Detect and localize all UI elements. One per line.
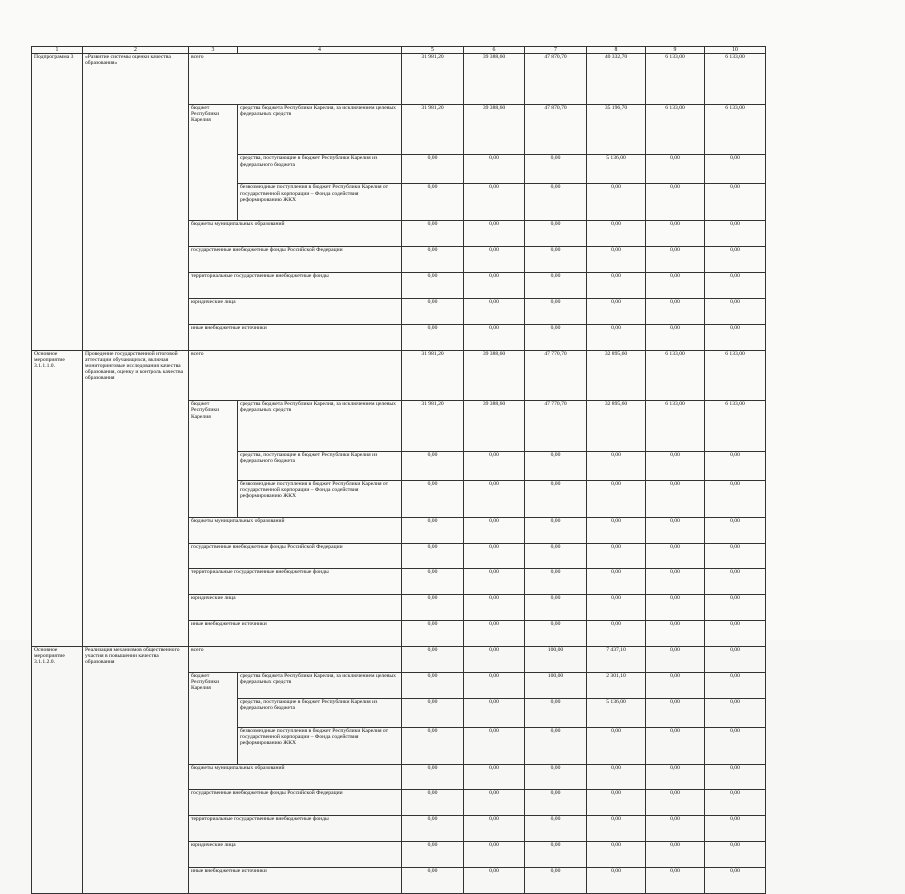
value-cell: 0,00	[587, 543, 646, 569]
value-cell: 0,00	[464, 480, 525, 517]
value-cell: 0,00	[646, 247, 705, 273]
value-cell: 0,00	[525, 595, 587, 621]
value-cell: 0,00	[525, 155, 587, 184]
value-cell: 0,00	[402, 764, 464, 790]
value-cell: 0,00	[464, 184, 525, 221]
source-group-label: бюджет Республики Карелия	[189, 672, 238, 764]
source-label: бюджеты муниципальных образований	[189, 517, 402, 543]
column-header: 4	[238, 47, 402, 54]
value-cell: 0,00	[587, 867, 646, 893]
value-cell: 31 981,20	[402, 350, 464, 401]
value-cell: 0,00	[587, 595, 646, 621]
value-cell: 32 895,60	[587, 350, 646, 401]
column-header: 6	[464, 47, 525, 54]
source-label: государственные внебюджетные фонды Российской Федерации	[189, 543, 402, 569]
source-group-label: бюджет Республики Карелия	[189, 104, 238, 221]
value-cell: 0,00	[705, 816, 766, 842]
column-header: 7	[525, 47, 587, 54]
value-cell: 0,00	[464, 621, 525, 647]
table-row	[32, 54, 766, 105]
value-cell: 0,00	[705, 247, 766, 273]
value-cell: 0,00	[705, 672, 766, 698]
budget-table	[31, 46, 766, 894]
value-cell: 31 981,20	[402, 54, 464, 105]
value-cell: 0,00	[646, 480, 705, 517]
value-cell: 0,00	[525, 867, 587, 893]
value-cell: 0,00	[525, 727, 587, 764]
value-cell: 0,00	[402, 221, 464, 247]
source-label: средства бюджета Республики Карелия, за исключением целевых федеральных средств	[238, 401, 402, 452]
value-cell: 0,00	[587, 569, 646, 595]
value-cell: 0,00	[464, 247, 525, 273]
value-cell: 0,00	[402, 595, 464, 621]
value-cell: 0,00	[525, 221, 587, 247]
value-cell: 0,00	[525, 324, 587, 350]
value-cell: 35 196,70	[587, 104, 646, 155]
source-label: средства, поступающие в бюджет Республики Карелия из федерального бюджета	[238, 155, 402, 184]
value-cell: 0,00	[525, 543, 587, 569]
value-cell: 0,00	[705, 184, 766, 221]
section-code: Подпрограмма 3	[32, 54, 83, 350]
value-cell: 39 388,60	[464, 54, 525, 105]
value-cell: 6 133,00	[646, 104, 705, 155]
value-cell: 0,00	[525, 517, 587, 543]
value-cell: 0,00	[705, 727, 766, 764]
value-cell: 39 388,60	[464, 350, 525, 401]
value-cell: 0,00	[646, 727, 705, 764]
value-cell: 0,00	[464, 517, 525, 543]
value-cell: 0,00	[402, 543, 464, 569]
source-label: всего	[189, 646, 402, 672]
value-cell: 0,00	[646, 621, 705, 647]
value-cell: 0,00	[587, 451, 646, 480]
value-cell: 0,00	[705, 273, 766, 299]
value-cell: 0,00	[646, 698, 705, 727]
value-cell: 0,00	[646, 155, 705, 184]
value-cell: 0,00	[646, 816, 705, 842]
value-cell: 0,00	[464, 646, 525, 672]
value-cell: 0,00	[646, 646, 705, 672]
value-cell: 0,00	[402, 184, 464, 221]
value-cell: 7 437,10	[587, 646, 646, 672]
source-label: всего	[189, 350, 402, 401]
value-cell: 0,00	[525, 480, 587, 517]
source-label: иные внебюджетные источники	[189, 867, 402, 893]
value-cell: 0,00	[646, 764, 705, 790]
value-cell: 5 136,00	[587, 698, 646, 727]
value-cell: 0,00	[705, 698, 766, 727]
source-label: государственные внебюджетные фонды Российской Федерации	[189, 790, 402, 816]
section-name: «Развитие системы оценки качества образования»	[83, 54, 189, 350]
value-cell: 100,00	[525, 646, 587, 672]
value-cell: 6 133,00	[646, 350, 705, 401]
value-cell: 0,00	[525, 298, 587, 324]
value-cell: 0,00	[464, 451, 525, 480]
value-cell: 47 870,70	[525, 54, 587, 105]
value-cell: 0,00	[646, 672, 705, 698]
value-cell: 0,00	[525, 184, 587, 221]
value-cell: 0,00	[646, 790, 705, 816]
section-name: Проведение государственной итоговой аттестации обучающихся, включая мониторинговые исследования качества образования, оценку и контроль качества образования	[83, 350, 189, 646]
value-cell: 0,00	[402, 698, 464, 727]
source-label: средства, поступающие в бюджет Республики Карелия из федерального бюджета	[238, 698, 402, 727]
source-label: юридические лица	[189, 595, 402, 621]
value-cell: 31 981,20	[402, 104, 464, 155]
value-cell: 0,00	[705, 621, 766, 647]
value-cell: 0,00	[525, 247, 587, 273]
value-cell: 0,00	[402, 672, 464, 698]
value-cell: 0,00	[587, 727, 646, 764]
table-row	[32, 646, 766, 672]
value-cell: 0,00	[646, 842, 705, 868]
value-cell: 0,00	[587, 273, 646, 299]
value-cell: 0,00	[464, 764, 525, 790]
value-cell: 0,00	[705, 480, 766, 517]
value-cell: 100,00	[525, 672, 587, 698]
value-cell: 6 133,00	[705, 54, 766, 105]
value-cell: 0,00	[464, 867, 525, 893]
value-cell: 0,00	[587, 790, 646, 816]
source-label: средства бюджета Республики Карелия, за исключением целевых федеральных средств	[238, 104, 402, 155]
section-code: Основное мероприятие 3.1.1.2.0.	[32, 646, 83, 893]
source-label: юридические лица	[189, 298, 402, 324]
column-header: 2	[83, 47, 189, 54]
value-cell: 6 133,00	[646, 401, 705, 452]
value-cell: 0,00	[646, 569, 705, 595]
value-cell: 0,00	[587, 816, 646, 842]
value-cell: 0,00	[525, 273, 587, 299]
value-cell: 0,00	[464, 842, 525, 868]
value-cell: 0,00	[587, 842, 646, 868]
value-cell: 0,00	[402, 247, 464, 273]
value-cell: 47 770,70	[525, 350, 587, 401]
column-header: 1	[32, 47, 83, 54]
value-cell: 0,00	[525, 790, 587, 816]
value-cell: 0,00	[705, 451, 766, 480]
value-cell: 6 133,00	[646, 54, 705, 105]
value-cell: 0,00	[402, 842, 464, 868]
column-header: 10	[705, 47, 766, 54]
value-cell: 39 388,60	[464, 104, 525, 155]
value-cell: 32 895,60	[587, 401, 646, 452]
value-cell: 2 301,10	[587, 672, 646, 698]
value-cell: 0,00	[587, 324, 646, 350]
value-cell: 6 133,00	[705, 104, 766, 155]
value-cell: 0,00	[705, 842, 766, 868]
column-header: 9	[646, 47, 705, 54]
value-cell: 0,00	[525, 698, 587, 727]
value-cell: 31 981,20	[402, 401, 464, 452]
value-cell: 40 332,70	[587, 54, 646, 105]
value-cell: 0,00	[464, 543, 525, 569]
value-cell: 0,00	[402, 816, 464, 842]
value-cell: 0,00	[646, 184, 705, 221]
section-code: Основное мероприятие 3.1.1.1.0.	[32, 350, 83, 646]
value-cell: 0,00	[402, 790, 464, 816]
value-cell: 0,00	[705, 324, 766, 350]
column-header: 8	[587, 47, 646, 54]
value-cell: 6 133,00	[705, 401, 766, 452]
value-cell: 0,00	[587, 480, 646, 517]
source-label: средства, поступающие в бюджет Республики Карелия из федерального бюджета	[238, 451, 402, 480]
value-cell: 0,00	[525, 451, 587, 480]
value-cell: 0,00	[646, 451, 705, 480]
value-cell: 0,00	[587, 221, 646, 247]
source-label: юридические лица	[189, 842, 402, 868]
value-cell: 0,00	[402, 324, 464, 350]
value-cell: 0,00	[705, 155, 766, 184]
value-cell: 0,00	[464, 595, 525, 621]
value-cell: 0,00	[525, 764, 587, 790]
value-cell: 0,00	[464, 727, 525, 764]
column-header: 5	[402, 47, 464, 54]
value-cell: 0,00	[464, 155, 525, 184]
value-cell: 0,00	[464, 790, 525, 816]
value-cell: 5 136,00	[587, 155, 646, 184]
value-cell: 0,00	[646, 273, 705, 299]
table-row	[32, 350, 766, 401]
header-row	[32, 47, 766, 54]
column-header: 3	[189, 47, 238, 54]
value-cell: 0,00	[646, 221, 705, 247]
value-cell: 0,00	[705, 595, 766, 621]
source-label: бюджеты муниципальных образований	[189, 221, 402, 247]
value-cell: 0,00	[705, 517, 766, 543]
value-cell: 0,00	[646, 543, 705, 569]
value-cell: 0,00	[402, 727, 464, 764]
value-cell: 0,00	[402, 646, 464, 672]
value-cell: 0,00	[402, 155, 464, 184]
value-cell: 0,00	[705, 543, 766, 569]
value-cell: 0,00	[402, 273, 464, 299]
value-cell: 0,00	[705, 569, 766, 595]
source-label: территориальные государственные внебюджетные фонды	[189, 273, 402, 299]
value-cell: 0,00	[587, 517, 646, 543]
value-cell: 0,00	[525, 621, 587, 647]
value-cell: 0,00	[402, 867, 464, 893]
value-cell: 39 388,60	[464, 401, 525, 452]
value-cell: 0,00	[464, 698, 525, 727]
value-cell: 0,00	[705, 298, 766, 324]
value-cell: 0,00	[464, 569, 525, 595]
value-cell: 0,00	[705, 221, 766, 247]
value-cell: 0,00	[402, 517, 464, 543]
source-label: бюджеты муниципальных образований	[189, 764, 402, 790]
source-label: средства бюджета Республики Карелия, за исключением целевых федеральных средств	[238, 672, 402, 698]
source-label: территориальные государственные внебюджетные фонды	[189, 816, 402, 842]
value-cell: 0,00	[402, 451, 464, 480]
source-label: иные внебюджетные источники	[189, 324, 402, 350]
value-cell: 0,00	[402, 298, 464, 324]
value-cell: 0,00	[464, 324, 525, 350]
source-label: безвозмездные поступления в бюджет Республики Карелия от государственной корпорации – Фонда содействия реформированию ЖКХ	[238, 480, 402, 517]
value-cell: 0,00	[402, 480, 464, 517]
value-cell: 0,00	[464, 221, 525, 247]
source-group-label: бюджет Республики Карелия	[189, 401, 238, 518]
section-name: Реализация механизмов общественного участия в повышении качества образования	[83, 646, 189, 893]
value-cell: 0,00	[705, 764, 766, 790]
value-cell: 0,00	[587, 184, 646, 221]
value-cell: 0,00	[705, 646, 766, 672]
value-cell: 0,00	[646, 324, 705, 350]
value-cell: 0,00	[525, 816, 587, 842]
source-label: государственные внебюджетные фонды Российской Федерации	[189, 247, 402, 273]
value-cell: 0,00	[646, 867, 705, 893]
value-cell: 0,00	[402, 621, 464, 647]
value-cell: 0,00	[587, 621, 646, 647]
value-cell: 0,00	[587, 247, 646, 273]
value-cell: 47 870,70	[525, 104, 587, 155]
value-cell: 0,00	[587, 764, 646, 790]
value-cell: 0,00	[705, 867, 766, 893]
value-cell: 0,00	[646, 517, 705, 543]
value-cell: 0,00	[705, 790, 766, 816]
source-label: территориальные государственные внебюджетные фонды	[189, 569, 402, 595]
source-label: всего	[189, 54, 402, 105]
value-cell: 0,00	[464, 672, 525, 698]
value-cell: 0,00	[464, 273, 525, 299]
source-label: иные внебюджетные источники	[189, 621, 402, 647]
value-cell: 0,00	[587, 298, 646, 324]
value-cell: 0,00	[464, 298, 525, 324]
value-cell: 0,00	[402, 569, 464, 595]
value-cell: 47 770,70	[525, 401, 587, 452]
value-cell: 0,00	[646, 298, 705, 324]
value-cell: 0,00	[525, 842, 587, 868]
value-cell: 0,00	[525, 569, 587, 595]
value-cell: 6 133,00	[705, 350, 766, 401]
value-cell: 0,00	[646, 595, 705, 621]
value-cell: 0,00	[464, 816, 525, 842]
source-label: безвозмездные поступления в бюджет Республики Карелия от государственной корпорации – Фонда содействия реформированию ЖКХ	[238, 727, 402, 764]
source-label: безвозмездные поступления в бюджет Республики Карелия от государственной корпорации – Фонда содействия реформированию ЖКХ	[238, 184, 402, 221]
